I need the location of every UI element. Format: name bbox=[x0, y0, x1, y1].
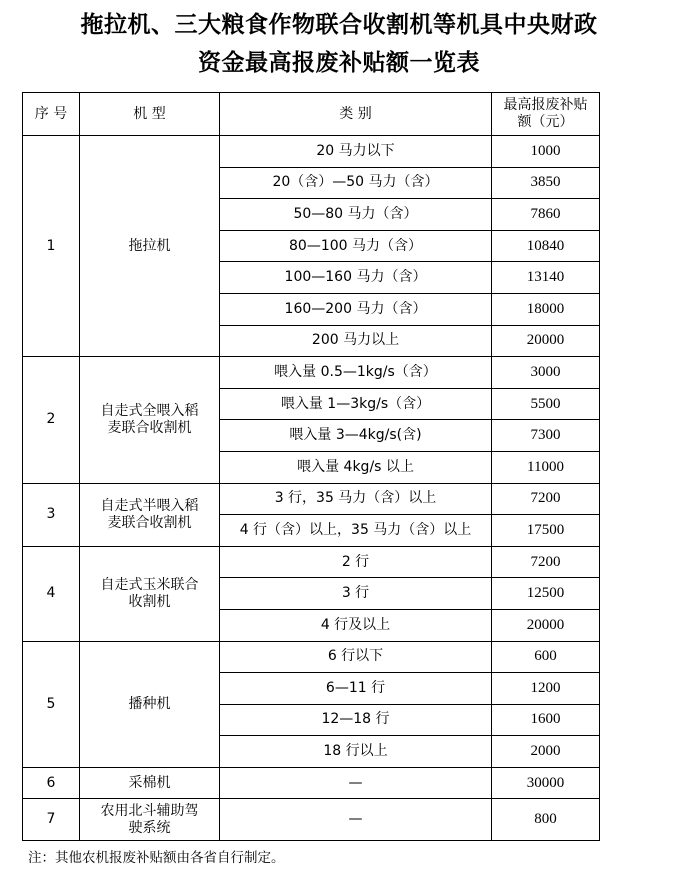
amount-cell: 1000 bbox=[492, 136, 600, 168]
table-row bbox=[23, 136, 600, 168]
category-cell: 80—100 马力（含） bbox=[220, 230, 492, 262]
amount-cell: 7200 bbox=[492, 546, 600, 578]
document-title-line-1: 拖拉机、三大粮食作物联合收割机等机具中央财政 bbox=[80, 12, 598, 38]
table-row bbox=[23, 641, 600, 673]
amount-cell: 800 bbox=[492, 799, 600, 841]
seq-cell: 4 bbox=[23, 546, 80, 641]
machine-type-cell: 拖拉机 bbox=[80, 136, 220, 357]
category-cell: — bbox=[220, 799, 492, 841]
category-cell: 12—18 行 bbox=[220, 704, 492, 736]
machine-type-cell: 自走式半喂入稻麦联合收割机 bbox=[80, 483, 220, 546]
header-seq: 序 号 bbox=[23, 93, 80, 136]
seq-cell: 6 bbox=[23, 767, 80, 799]
amount-cell: 3000 bbox=[492, 357, 600, 389]
amount-cell: 13140 bbox=[492, 262, 600, 294]
category-cell: 4 行及以上 bbox=[220, 609, 492, 641]
category-cell: 4 行（含）以上，35 马力（含）以上 bbox=[220, 515, 492, 547]
table-body bbox=[23, 136, 600, 841]
amount-cell: 20000 bbox=[492, 325, 600, 357]
subsidy-table bbox=[22, 92, 600, 841]
category-cell: 6 行以下 bbox=[220, 641, 492, 673]
category-cell: 喂入量 0.5—1kg/s（含） bbox=[220, 357, 492, 389]
amount-cell: 600 bbox=[492, 641, 600, 673]
category-cell: 6—11 行 bbox=[220, 673, 492, 705]
category-cell: — bbox=[220, 767, 492, 799]
category-cell: 2 行 bbox=[220, 546, 492, 578]
amount-cell: 7200 bbox=[492, 483, 600, 515]
category-cell: 3 行，35 马力（含）以上 bbox=[220, 483, 492, 515]
seq-cell: 3 bbox=[23, 483, 80, 546]
amount-cell: 17500 bbox=[492, 515, 600, 547]
machine-type-cell: 自走式玉米联合收割机 bbox=[80, 546, 220, 641]
amount-cell: 5500 bbox=[492, 388, 600, 420]
amount-cell: 12500 bbox=[492, 578, 600, 610]
amount-cell: 20000 bbox=[492, 609, 600, 641]
category-cell: 18 行以上 bbox=[220, 736, 492, 768]
category-cell: 200 马力以上 bbox=[220, 325, 492, 357]
category-cell: 20 马力以下 bbox=[220, 136, 492, 168]
category-cell: 160—200 马力（含） bbox=[220, 293, 492, 325]
machine-type-cell: 采棉机 bbox=[80, 767, 220, 799]
machine-type-cell: 播种机 bbox=[80, 641, 220, 767]
table-row bbox=[23, 483, 600, 515]
amount-cell: 7300 bbox=[492, 420, 600, 452]
header-machine: 机 型 bbox=[80, 93, 220, 136]
machine-type-cell: 农用北斗辅助驾驶系统 bbox=[80, 799, 220, 841]
category-cell: 喂入量 1—3kg/s（含） bbox=[220, 388, 492, 420]
amount-cell: 10840 bbox=[492, 230, 600, 262]
header-category: 类 别 bbox=[220, 93, 492, 136]
document-title-line-2: 资金最高报废补贴额一览表 bbox=[198, 50, 480, 76]
table-row bbox=[23, 546, 600, 578]
category-cell: 50—80 马力（含） bbox=[220, 199, 492, 231]
seq-cell: 2 bbox=[23, 357, 80, 483]
category-cell: 100—160 马力（含） bbox=[220, 262, 492, 294]
table-header-row bbox=[23, 93, 600, 136]
footnote: 注：其他农机报废补贴额由各省自行制定。 bbox=[28, 850, 285, 866]
amount-cell: 1600 bbox=[492, 704, 600, 736]
amount-cell: 30000 bbox=[492, 767, 600, 799]
table-row bbox=[23, 357, 600, 389]
category-cell: 20（含）—50 马力（含） bbox=[220, 167, 492, 199]
table-row bbox=[23, 767, 600, 799]
seq-cell: 5 bbox=[23, 641, 80, 767]
amount-cell: 3850 bbox=[492, 167, 600, 199]
category-cell: 喂入量 3—4kg/s(含) bbox=[220, 420, 492, 452]
amount-cell: 2000 bbox=[492, 736, 600, 768]
amount-cell: 11000 bbox=[492, 451, 600, 483]
amount-cell: 7860 bbox=[492, 199, 600, 231]
table-row bbox=[23, 799, 600, 841]
category-cell: 3 行 bbox=[220, 578, 492, 610]
category-cell: 喂入量 4kg/s 以上 bbox=[220, 451, 492, 483]
seq-cell: 1 bbox=[23, 136, 80, 357]
machine-type-cell: 自走式全喂入稻麦联合收割机 bbox=[80, 357, 220, 483]
amount-cell: 1200 bbox=[492, 673, 600, 705]
header-amount: 最高报废补贴额（元） bbox=[492, 93, 600, 136]
amount-cell: 18000 bbox=[492, 293, 600, 325]
seq-cell: 7 bbox=[23, 799, 80, 841]
